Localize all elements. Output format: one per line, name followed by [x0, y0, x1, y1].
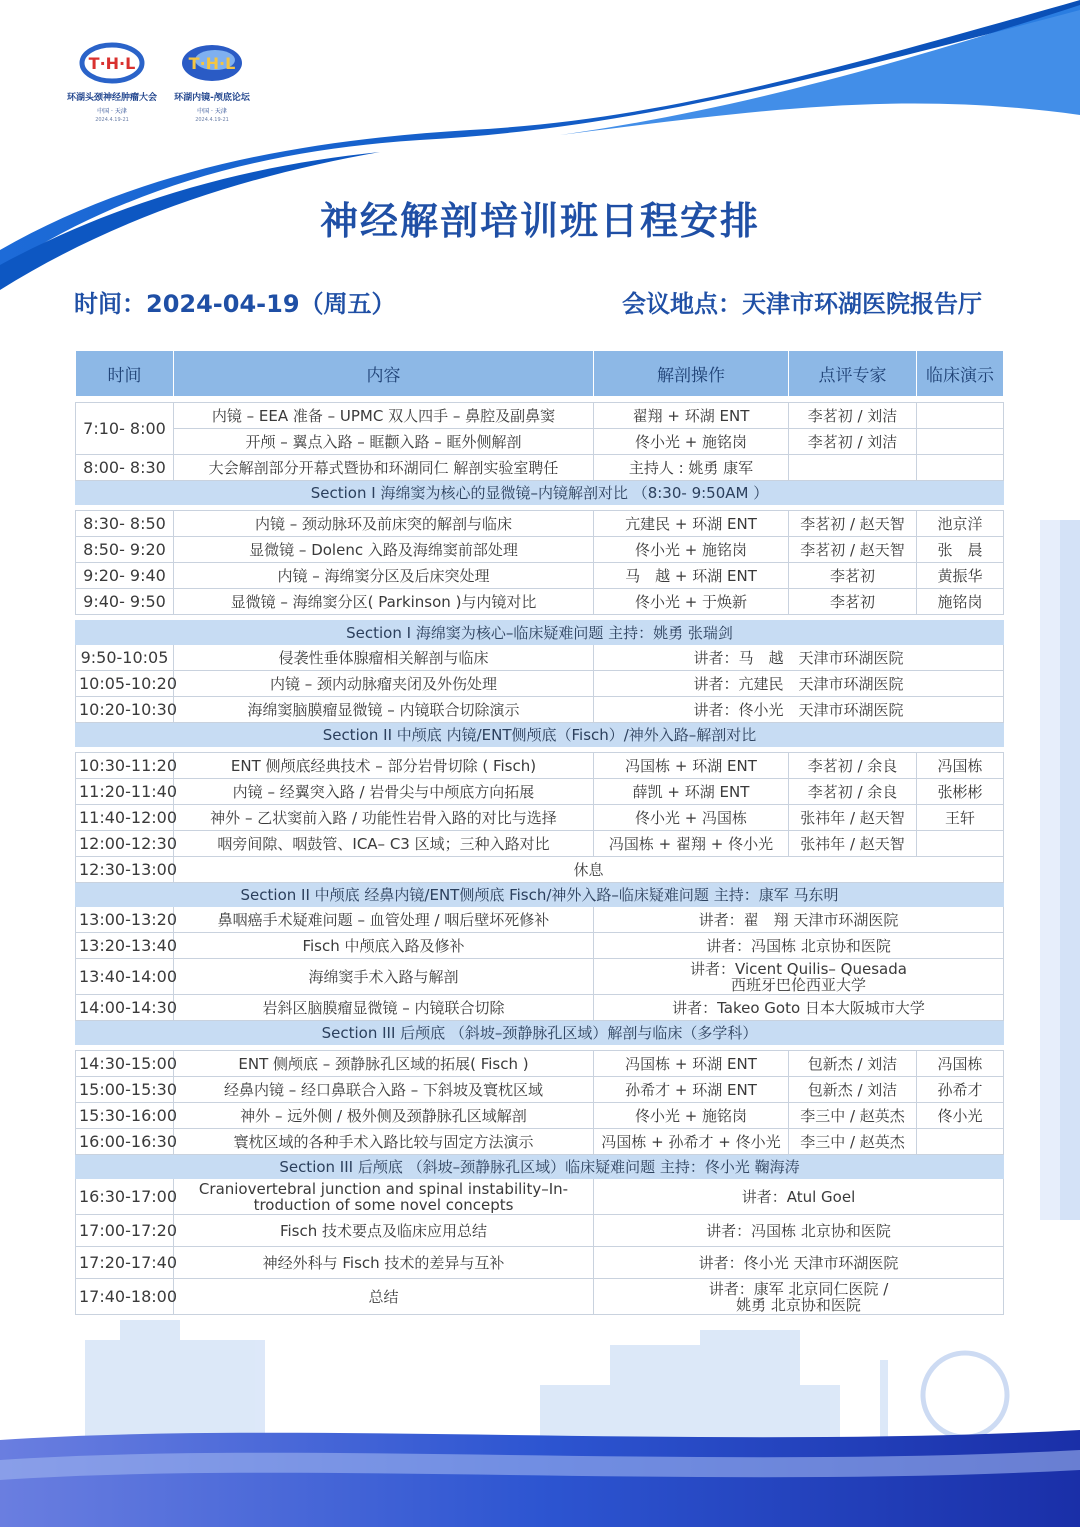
row-time: 16:30-17:00 — [76, 1179, 174, 1215]
row-operation: 冯国栋 + 环湖 ENT — [594, 1051, 789, 1077]
header-content: 内容 — [174, 351, 594, 397]
row-time: 8:50- 9:20 — [76, 537, 174, 563]
row-demo — [917, 429, 1004, 455]
page-title: 神经解剖培训班日程安排 — [319, 199, 760, 243]
row-time: 9:50-10:05 — [76, 645, 174, 671]
row-demo: 冯国栋 — [917, 1051, 1004, 1077]
row-time: 14:30-15:00 — [76, 1051, 174, 1077]
logo-conference — [62, 38, 162, 148]
row-time: 13:00-13:20 — [76, 907, 174, 933]
table-row — [76, 455, 1004, 481]
table-row — [76, 933, 1004, 959]
row-expert: 李茗初 / 余良 — [789, 753, 917, 779]
table-row — [76, 959, 1004, 995]
event-venue: 会议地点：天津市环湖医院报告厅 — [622, 290, 982, 318]
row-expert: 李茗初 / 赵天智 — [789, 511, 917, 537]
row-time: 15:30-16:00 — [76, 1103, 174, 1129]
row-speaker: 讲者：马 越 天津市环湖医院 — [594, 645, 1004, 671]
section-title: Section II 中颅底 内镜/ENT侧颅底（Fisch）/神外入路–解剖对比 — [76, 723, 1004, 747]
row-content: ENT 侧颅底 – 颈静脉孔区域的拓展( Fisch ) — [174, 1051, 594, 1077]
speaker-line-2: 西班牙巴伦西亚大学 — [730, 975, 866, 994]
row-content: Fisch 技术要点及临床应用总结 — [174, 1215, 594, 1247]
table-header-row — [76, 351, 1004, 397]
footer-cityscape — [0, 1300, 1080, 1527]
row-time: 7:10- 8:00 — [76, 403, 174, 455]
row-operation: 冯国栋 + 环湖 ENT — [594, 753, 789, 779]
row-expert: 李茗初 / 赵天智 — [789, 537, 917, 563]
forum-logo-icon — [177, 38, 247, 88]
row-content: 内镜 – 颈动脉环及前床突的解剖与临床 — [174, 511, 594, 537]
thl-logo-icon — [77, 38, 147, 88]
speaker-line-1: 讲者：康军 北京同仁医院 / — [708, 1279, 889, 1298]
row-speaker: 讲者：翟 翔 天津市环湖医院 — [594, 907, 1004, 933]
row-speaker-multiline — [594, 959, 1004, 995]
row-time: 12:30-13:00 — [76, 857, 174, 883]
table-row — [76, 995, 1004, 1021]
row-content: 经鼻内镜 – 经口鼻联合入路 – 下斜坡及寰枕区域 — [174, 1077, 594, 1103]
row-operation: 马 越 + 环湖 ENT — [594, 563, 789, 589]
row-content: 岩斜区脑膜瘤显微镜 – 内镜联合切除 — [174, 995, 594, 1021]
section-header — [76, 1021, 1004, 1045]
logo-name: 环湖头颈神经肿瘤大会 — [66, 93, 157, 103]
row-content: 咽旁间隙、咽鼓管、ICA– C3 区域；三种入路对比 — [174, 831, 594, 857]
row-expert — [789, 455, 917, 481]
row-content: 内镜 – EEA 准备 – UPMC 双人四手 – 鼻腔及副鼻窦 — [174, 403, 594, 429]
table-row — [76, 671, 1004, 697]
row-time: 9:40- 9:50 — [76, 589, 174, 615]
row-time: 11:40-12:00 — [76, 805, 174, 831]
row-operation: 薛凯 + 环湖 ENT — [594, 779, 789, 805]
logo-forum — [162, 38, 262, 148]
row-speaker: 讲者：冯国栋 北京协和医院 — [594, 933, 1004, 959]
row-speaker: 讲者：Takeo Goto 日本大阪城市大学 — [594, 995, 1004, 1021]
row-time: 8:00- 8:30 — [76, 455, 174, 481]
section-header — [76, 621, 1004, 645]
row-operation: 佟小光 + 施铭岗 — [594, 537, 789, 563]
row-time: 17:00-17:20 — [76, 1215, 174, 1247]
table-row — [76, 511, 1004, 537]
section-header — [76, 883, 1004, 907]
section-title: Section III 后颅底 （斜坡–颈静脉孔区域）解剖与临床（多学科） — [76, 1021, 1004, 1045]
table-row — [76, 1179, 1004, 1215]
row-content: 海绵窦脑膜瘤显微镜 – 内镜联合切除演示 — [174, 697, 594, 723]
row-expert: 李三中 / 赵英杰 — [789, 1103, 917, 1129]
row-expert: 包新杰 / 刘洁 — [789, 1077, 917, 1103]
section-title: Section I 海绵窦为核心–临床疑难问题 主持：姚勇 张瑞剑 — [76, 621, 1004, 645]
section-title: Section I 海绵窦为核心的显微镜–内镜解剖对比 （8:30- 9:50AM ） — [76, 481, 1004, 505]
row-demo: 冯国栋 — [917, 753, 1004, 779]
row-speaker: 讲者：Atul Goel — [594, 1179, 1004, 1215]
row-expert: 李茗初 / 余良 — [789, 779, 917, 805]
table-row — [76, 779, 1004, 805]
row-operation: 亢建民 + 环湖 ENT — [594, 511, 789, 537]
svg-text:T·H·L: T·H·L — [188, 54, 236, 73]
row-content: ENT 侧颅底经典技术 – 部分岩骨切除 ( Fisch) — [174, 753, 594, 779]
row-time: 12:00-12:30 — [76, 831, 174, 857]
row-content: 显微镜 – Dolenc 入路及海绵窦前部处理 — [174, 537, 594, 563]
row-content: 侵袭性垂体腺瘤相关解剖与临床 — [174, 645, 594, 671]
header-expert: 点评专家 — [789, 351, 917, 397]
section-title: Section II 中颅底 经鼻内镜/ENT侧颅底 Fisch/神外入路–临床疑难问题 主持：康军 马东明 — [76, 883, 1004, 907]
section-title: Section III 后颅底 （斜坡–颈静脉孔区域）临床疑难问题 主持：佟小光 鞠海涛 — [76, 1155, 1004, 1179]
row-expert: 张祎年 / 赵天智 — [789, 831, 917, 857]
logo-date: 2024.4.19-21 — [95, 117, 129, 123]
table-row — [76, 697, 1004, 723]
event-time: 时间：2024-04-19（周五） — [74, 290, 396, 318]
row-time: 17:20-17:40 — [76, 1247, 174, 1279]
row-demo: 张 晨 — [917, 537, 1004, 563]
row-speaker: 讲者：佟小光 天津市环湖医院 — [594, 1247, 1004, 1279]
row-operation: 翟翔 + 环湖 ENT — [594, 403, 789, 429]
header-operation: 解剖操作 — [594, 351, 789, 397]
row-content: 总结 — [174, 1279, 594, 1315]
row-demo — [917, 1129, 1004, 1155]
table-row — [76, 1103, 1004, 1129]
content-line-2: troduction of some novel concepts — [253, 1195, 514, 1214]
row-content: 神经外科与 Fisch 技术的差异与互补 — [174, 1247, 594, 1279]
row-operation: 冯国栋 + 翟翔 + 佟小光 — [594, 831, 789, 857]
side-decoration — [1010, 520, 1080, 1220]
row-expert: 包新杰 / 刘洁 — [789, 1051, 917, 1077]
speaker-line-2: 姚勇 北京协和医院 — [736, 1295, 861, 1314]
logo-date: 2024.4.19-21 — [195, 117, 229, 123]
logo-name: 环湖内镜-颅底论坛 — [174, 93, 250, 103]
table-row — [76, 403, 1004, 429]
row-demo — [917, 455, 1004, 481]
table-row — [76, 805, 1004, 831]
section-header — [76, 1155, 1004, 1179]
row-demo: 佟小光 — [917, 1103, 1004, 1129]
row-time: 10:05-10:20 — [76, 671, 174, 697]
table-row — [76, 753, 1004, 779]
row-demo: 孙希才 — [917, 1077, 1004, 1103]
row-content: Fisch 中颅底入路及修补 — [174, 933, 594, 959]
row-time: 11:20-11:40 — [76, 779, 174, 805]
row-speaker: 讲者：冯国栋 北京协和医院 — [594, 1215, 1004, 1247]
row-demo: 王轩 — [917, 805, 1004, 831]
table-row — [76, 429, 1004, 455]
row-time: 15:00-15:30 — [76, 1077, 174, 1103]
row-operation: 佟小光 + 施铭岗 — [594, 429, 789, 455]
row-operation: 佟小光 + 于焕新 — [594, 589, 789, 615]
table-row — [76, 907, 1004, 933]
row-time: 13:40-14:00 — [76, 959, 174, 995]
table-row — [76, 645, 1004, 671]
row-speaker-multiline — [594, 1279, 1004, 1315]
table-row — [76, 1051, 1004, 1077]
row-operation: 主持人 : 姚勇 康军 — [594, 455, 789, 481]
table-row — [76, 831, 1004, 857]
row-demo: 张彬彬 — [917, 779, 1004, 805]
table-row — [76, 1279, 1004, 1315]
row-demo: 池京洋 — [917, 511, 1004, 537]
row-expert: 李茗初 — [789, 589, 917, 615]
row-time: 10:30-11:20 — [76, 753, 174, 779]
row-content: 寰枕区域的各种手术入路比较与固定方法演示 — [174, 1129, 594, 1155]
row-content: 神外 – 远外侧 / 极外侧及颈静脉孔区域解剖 — [174, 1103, 594, 1129]
row-content: 内镜 – 颈内动脉瘤夹闭及外伤处理 — [174, 671, 594, 697]
table-row-break — [76, 857, 1004, 883]
row-content: 显微镜 – 海绵窦分区( Parkinson )与内镜对比 — [174, 589, 594, 615]
row-content: 开颅 – 翼点入路 – 眶颧入路 – 眶外侧解剖 — [174, 429, 594, 455]
row-time: 9:20- 9:40 — [76, 563, 174, 589]
logo-location: 中国 · 天津 — [197, 108, 227, 115]
row-content: 神外 – 乙状窦前入路 / 功能性岩骨入路的对比与选择 — [174, 805, 594, 831]
row-time: 10:20-10:30 — [76, 697, 174, 723]
svg-text:T·H·L: T·H·L — [88, 54, 136, 73]
row-demo — [917, 403, 1004, 429]
section-header — [76, 723, 1004, 747]
speaker-line-1: 讲者：Vicent Quilis– Quesada — [690, 959, 907, 978]
row-expert: 李茗初 — [789, 563, 917, 589]
row-content: 海绵窦手术入路与解剖 — [174, 959, 594, 995]
row-operation: 佟小光 + 冯国栋 — [594, 805, 789, 831]
section-header — [76, 481, 1004, 505]
row-content: 内镜 – 经翼突入路 / 岩骨尖与中颅底方向拓展 — [174, 779, 594, 805]
row-operation: 冯国栋 + 孙希才 + 佟小光 — [594, 1129, 789, 1155]
table-row — [76, 1247, 1004, 1279]
row-speaker: 讲者：亢建民 天津市环湖医院 — [594, 671, 1004, 697]
row-time: 8:30- 8:50 — [76, 511, 174, 537]
header-demo: 临床演示 — [917, 351, 1004, 397]
schedule-table — [75, 350, 1004, 1315]
row-speaker: 讲者：佟小光 天津市环湖医院 — [594, 697, 1004, 723]
row-content-multiline — [174, 1179, 594, 1215]
row-operation: 佟小光 + 施铭岗 — [594, 1103, 789, 1129]
row-expert: 李三中 / 赵英杰 — [789, 1129, 917, 1155]
row-time: 13:20-13:40 — [76, 933, 174, 959]
row-expert: 李茗初 / 刘洁 — [789, 429, 917, 455]
row-expert: 张祎年 / 赵天智 — [789, 805, 917, 831]
logo-location: 中国 · 天津 — [97, 108, 127, 115]
table-row — [76, 1077, 1004, 1103]
table-row — [76, 1215, 1004, 1247]
row-content: 大会解剖部分开幕式暨协和环湖同仁 解剖实验室聘任 — [174, 455, 594, 481]
row-demo — [917, 831, 1004, 857]
row-content: 鼻咽癌手术疑难问题 – 血管处理 / 咽后壁坏死修补 — [174, 907, 594, 933]
row-operation: 孙希才 + 环湖 ENT — [594, 1077, 789, 1103]
row-demo: 施铭岗 — [917, 589, 1004, 615]
table-row — [76, 1129, 1004, 1155]
row-demo: 黄振华 — [917, 563, 1004, 589]
row-time: 14:00-14:30 — [76, 995, 174, 1021]
table-row — [76, 537, 1004, 563]
break-label: 休息 — [174, 857, 1004, 883]
content-line-1: Craniovertebral junction and spinal instability–In- — [198, 1179, 569, 1198]
table-row — [76, 563, 1004, 589]
row-expert: 李茗初 / 刘洁 — [789, 403, 917, 429]
table-row — [76, 589, 1004, 615]
row-time: 17:40-18:00 — [76, 1279, 174, 1315]
header-time: 时间 — [76, 351, 174, 397]
row-content: 内镜 – 海绵窦分区及后床突处理 — [174, 563, 594, 589]
row-time: 16:00-16:30 — [76, 1129, 174, 1155]
